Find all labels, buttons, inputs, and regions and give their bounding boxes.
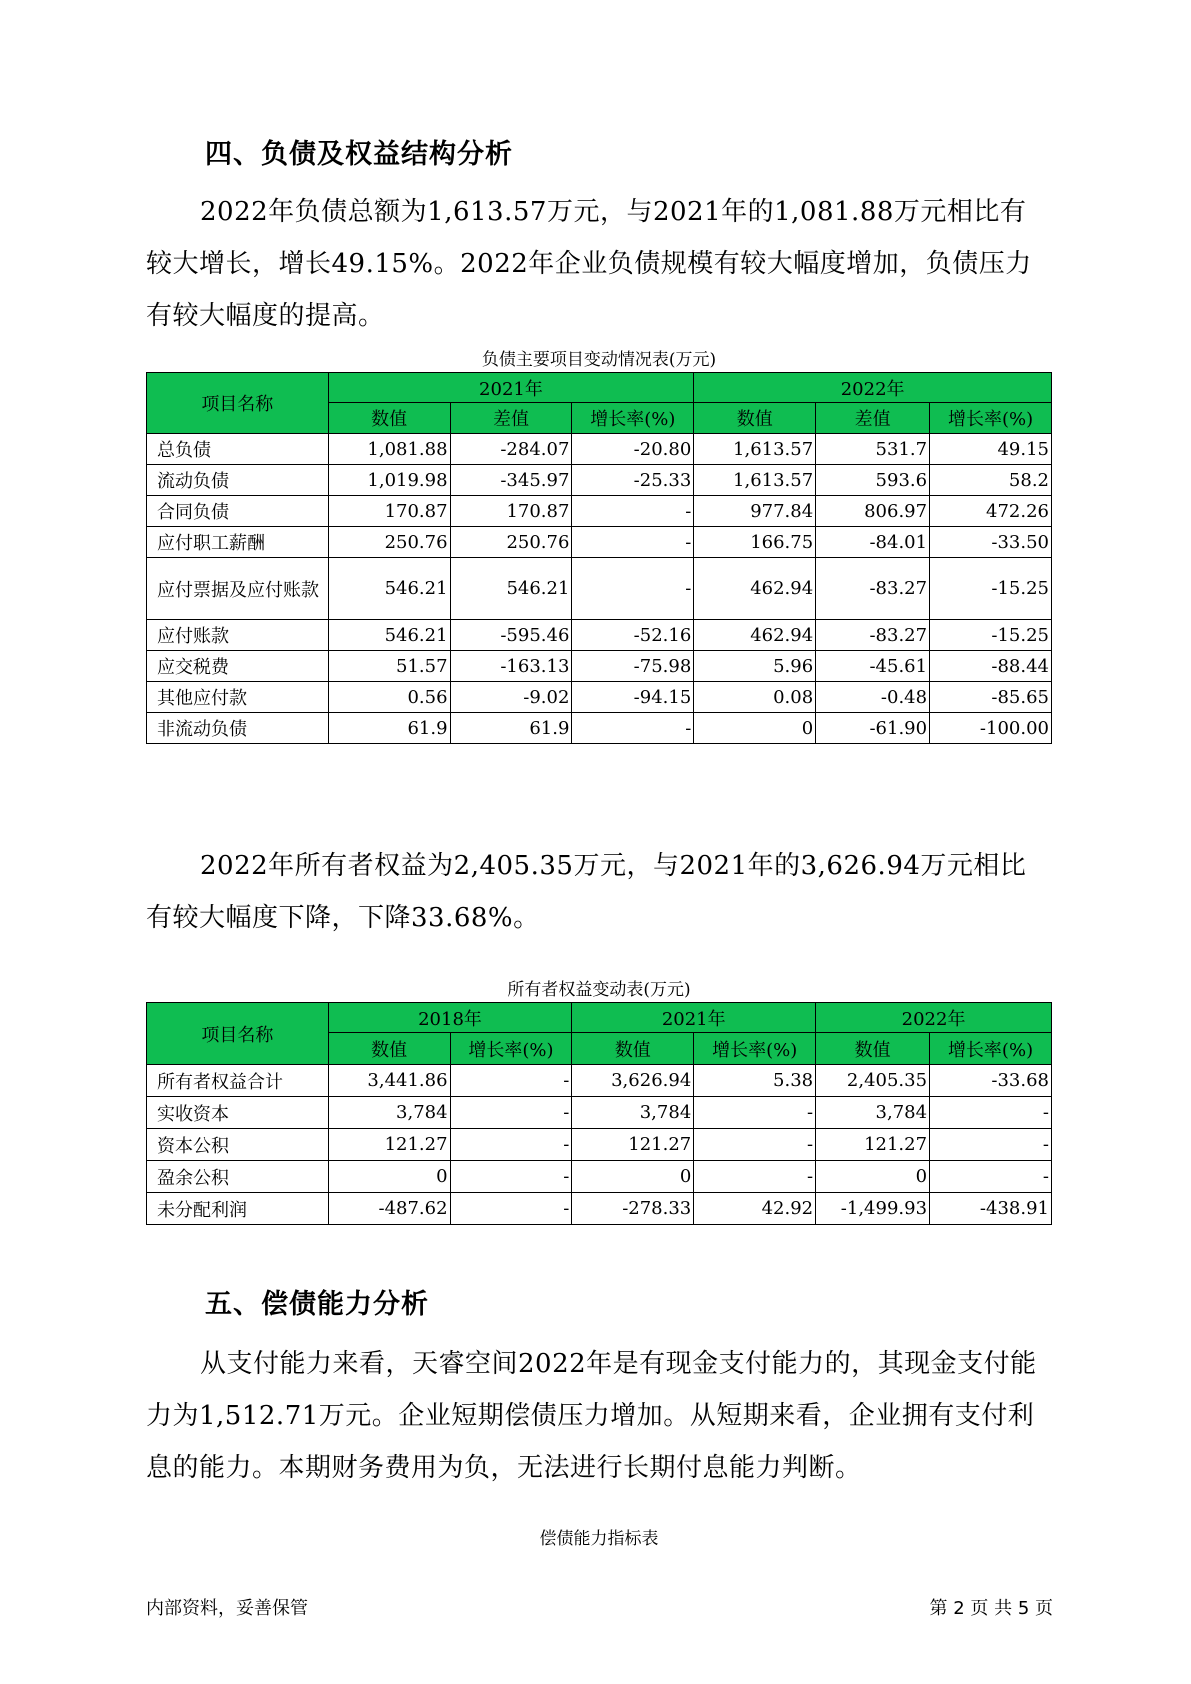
- cell: -345.97: [450, 465, 572, 496]
- row-label: 应付票据及应付账款: [147, 558, 329, 620]
- cell: 462.94: [694, 620, 816, 651]
- cell: 0: [328, 1161, 450, 1193]
- cell: 166.75: [694, 527, 816, 558]
- cell: -: [694, 1097, 816, 1129]
- cell: -100.00: [930, 713, 1052, 744]
- cell: 977.84: [694, 496, 816, 527]
- cell: 806.97: [816, 496, 930, 527]
- cell: 250.76: [328, 527, 450, 558]
- header-year-2022: 2022年: [694, 373, 1052, 403]
- table-row: [147, 1161, 1052, 1193]
- header-item-name: 项目名称: [147, 1003, 329, 1065]
- cell: 593.6: [816, 465, 930, 496]
- cell: 1,081.88: [328, 434, 450, 465]
- header-value: 数值: [816, 1033, 930, 1065]
- cell: -75.98: [572, 651, 694, 682]
- cell: -1,499.93: [816, 1193, 930, 1225]
- footer-confidential-note: 内部资料，妥善保管: [146, 1598, 308, 1619]
- cell: -94.15: [572, 682, 694, 713]
- table-row: [147, 434, 1052, 465]
- cell: -85.65: [930, 682, 1052, 713]
- cell: -: [694, 1129, 816, 1161]
- table-row: [147, 651, 1052, 682]
- cell: -: [572, 713, 694, 744]
- cell: 2,405.35: [816, 1065, 930, 1097]
- cell: 170.87: [450, 496, 572, 527]
- table-2-caption: 所有者权益变动表(万元): [507, 980, 691, 1000]
- row-label: 所有者权益合计: [147, 1065, 329, 1097]
- footer-page-number: 第 2 页 共 5 页: [929, 1598, 1053, 1619]
- cell: -83.27: [816, 558, 930, 620]
- cell: -: [930, 1129, 1052, 1161]
- cell: -: [450, 1161, 572, 1193]
- cell: 3,784: [816, 1097, 930, 1129]
- cell: -61.90: [816, 713, 930, 744]
- cell: 0: [694, 713, 816, 744]
- cell: -83.27: [816, 620, 930, 651]
- row-label: 资本公积: [147, 1129, 329, 1161]
- cell: 58.2: [930, 465, 1052, 496]
- header-rate: 增长率(%): [930, 403, 1052, 434]
- cell: -: [930, 1161, 1052, 1193]
- cell: -15.25: [930, 620, 1052, 651]
- cell: 51.57: [328, 651, 450, 682]
- cell: 546.21: [450, 558, 572, 620]
- section-4-paragraph-1: 2022年负债总额为1,613.57万元，与2021年的1,081.88万元相比有较大增长，增长49.15%。2022年企业负债规模有较大幅度增加，负债压力有较大幅度的提高。: [146, 197, 1032, 331]
- row-label: 总负债: [147, 434, 329, 465]
- cell: 0: [572, 1161, 694, 1193]
- cell: -: [450, 1129, 572, 1161]
- cell: -: [450, 1193, 572, 1225]
- table-1-caption: 负债主要项目变动情况表(万元): [481, 350, 717, 370]
- cell: 3,441.86: [328, 1065, 450, 1097]
- header-year-2021: 2021年: [328, 373, 694, 403]
- header-rate: 增长率(%): [450, 1033, 572, 1065]
- row-label: 未分配利润: [147, 1193, 329, 1225]
- cell: 546.21: [328, 558, 450, 620]
- header-diff: 差值: [816, 403, 930, 434]
- cell: -20.80: [572, 434, 694, 465]
- cell: -88.44: [930, 651, 1052, 682]
- row-label: 实收资本: [147, 1097, 329, 1129]
- header-year-2021: 2021年: [572, 1003, 816, 1033]
- cell: 1,019.98: [328, 465, 450, 496]
- cell: 5.38: [694, 1065, 816, 1097]
- cell: -45.61: [816, 651, 930, 682]
- cell: 61.9: [328, 713, 450, 744]
- table-row: [147, 620, 1052, 651]
- equity-table: [146, 1002, 1052, 1225]
- cell: 0: [816, 1161, 930, 1193]
- header-value: 数值: [328, 1033, 450, 1065]
- cell: 0.56: [328, 682, 450, 713]
- table-row: [147, 1129, 1052, 1161]
- cell: 5.96: [694, 651, 816, 682]
- cell: 121.27: [572, 1129, 694, 1161]
- section-5-heading: 五、偿债能力分析: [205, 1289, 429, 1320]
- header-diff: 差值: [450, 403, 572, 434]
- liabilities-table: [146, 372, 1052, 744]
- cell: -52.16: [572, 620, 694, 651]
- cell: -: [450, 1097, 572, 1129]
- cell: -0.48: [816, 682, 930, 713]
- cell: -: [572, 496, 694, 527]
- table-row: [147, 527, 1052, 558]
- cell: -25.33: [572, 465, 694, 496]
- header-rate: 增长率(%): [930, 1033, 1052, 1065]
- header-rate: 增长率(%): [572, 403, 694, 434]
- section-4-paragraph-2: 2022年所有者权益为2,405.35万元，与2021年的3,626.94万元相比有较大幅度下降，下降33.68%。: [146, 851, 1027, 933]
- cell: 250.76: [450, 527, 572, 558]
- cell: 462.94: [694, 558, 816, 620]
- table-row: [147, 1097, 1052, 1129]
- cell: 3,784: [572, 1097, 694, 1129]
- header-item-name: 项目名称: [147, 373, 329, 434]
- cell: -33.68: [930, 1065, 1052, 1097]
- cell: 472.26: [930, 496, 1052, 527]
- row-label: 盈余公积: [147, 1161, 329, 1193]
- header-year-2018: 2018年: [328, 1003, 572, 1033]
- cell: -: [450, 1065, 572, 1097]
- row-label: 流动负债: [147, 465, 329, 496]
- cell: -84.01: [816, 527, 930, 558]
- cell: -: [694, 1161, 816, 1193]
- cell: 121.27: [816, 1129, 930, 1161]
- cell: -595.46: [450, 620, 572, 651]
- cell: -: [572, 558, 694, 620]
- row-label: 应付账款: [147, 620, 329, 651]
- table-row: [147, 558, 1052, 620]
- header-rate: 增长率(%): [694, 1033, 816, 1065]
- table-row: [147, 465, 1052, 496]
- section-4-heading: 四、负债及权益结构分析: [205, 139, 513, 170]
- cell: 1,613.57: [694, 465, 816, 496]
- table-row: [147, 682, 1052, 713]
- row-label: 应付职工薪酬: [147, 527, 329, 558]
- row-label: 其他应付款: [147, 682, 329, 713]
- cell: 49.15: [930, 434, 1052, 465]
- table-row: [147, 496, 1052, 527]
- cell: -163.13: [450, 651, 572, 682]
- cell: -15.25: [930, 558, 1052, 620]
- row-label: 合同负债: [147, 496, 329, 527]
- cell: -33.50: [930, 527, 1052, 558]
- header-value: 数值: [328, 403, 450, 434]
- table-row: [147, 1065, 1052, 1097]
- cell: 42.92: [694, 1193, 816, 1225]
- table-3-caption: 偿债能力指标表: [539, 1529, 659, 1549]
- section-5-paragraph-1: 从支付能力来看，天睿空间2022年是有现金支付能力的，其现金支付能力为1,512.71万元。企业短期偿债压力增加。从短期来看，企业拥有支付利息的能力。本期财务费用为负，无法进行长期付息能力判断。: [146, 1349, 1037, 1483]
- cell: 531.7: [816, 434, 930, 465]
- cell: -438.91: [930, 1193, 1052, 1225]
- cell: -487.62: [328, 1193, 450, 1225]
- row-label: 非流动负债: [147, 713, 329, 744]
- cell: -: [572, 527, 694, 558]
- header-year-2022: 2022年: [816, 1003, 1052, 1033]
- cell: 546.21: [328, 620, 450, 651]
- cell: 0.08: [694, 682, 816, 713]
- cell: 1,613.57: [694, 434, 816, 465]
- header-value: 数值: [572, 1033, 694, 1065]
- header-value: 数值: [694, 403, 816, 434]
- cell: 61.9: [450, 713, 572, 744]
- cell: 121.27: [328, 1129, 450, 1161]
- cell: -9.02: [450, 682, 572, 713]
- cell: 3,784: [328, 1097, 450, 1129]
- cell: -: [930, 1097, 1052, 1129]
- cell: 170.87: [328, 496, 450, 527]
- table-row: [147, 713, 1052, 744]
- table-row: [147, 1193, 1052, 1225]
- cell: -278.33: [572, 1193, 694, 1225]
- row-label: 应交税费: [147, 651, 329, 682]
- cell: 3,626.94: [572, 1065, 694, 1097]
- cell: -284.07: [450, 434, 572, 465]
